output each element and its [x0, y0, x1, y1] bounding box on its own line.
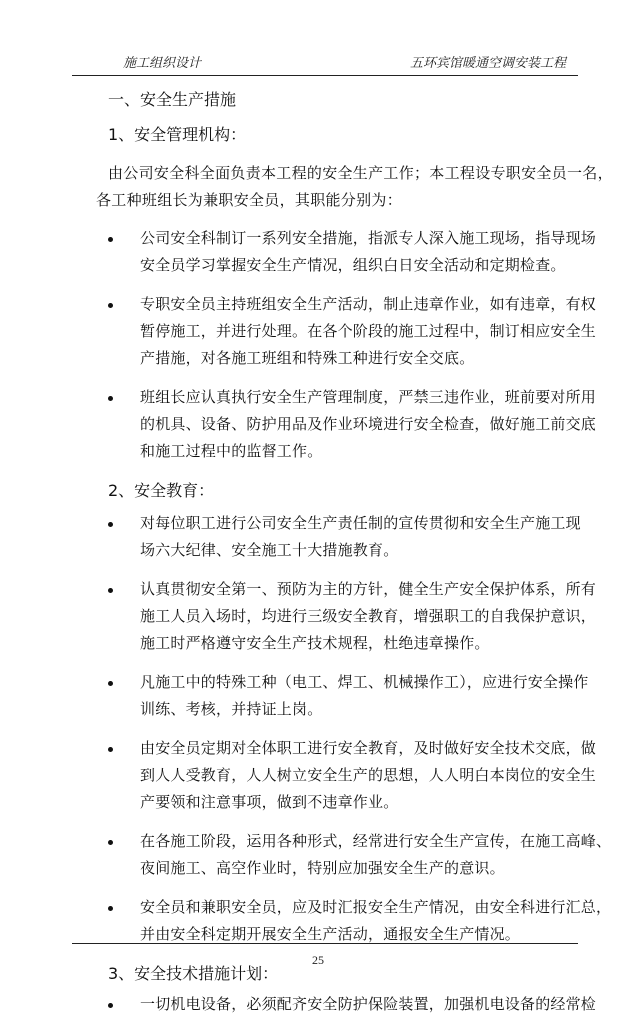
management-list-item: [96, 384, 597, 465]
list-item-line: 施工人员入场时，均进行三级安全教育，增强职工的自我保护意识，: [140, 607, 597, 625]
education-list-item: [96, 828, 612, 882]
footer-divider: [72, 943, 578, 944]
education-list-item: [96, 894, 612, 948]
intro-line: 由公司安全科全面负责本工程的安全生产工作；本工程设专职安全员一名，: [108, 164, 613, 182]
bullet-icon: [108, 237, 113, 242]
list-item-line: 场六大纪律、安全施工十大措施教育。: [140, 541, 399, 559]
education-list-item: [96, 576, 597, 657]
subsection-title-management: 1、安全管理机构：: [108, 125, 247, 144]
header-divider: [72, 75, 578, 76]
list-item-line: 产措施，对各施工班组和特殊工种进行安全交底。: [140, 349, 475, 367]
header-document-type: 施工组织设计: [123, 56, 202, 71]
management-list-item: [96, 291, 597, 372]
list-item-line: 到人人受教育，人人树立安全生产的思想，人人明白本岗位的安全生: [140, 766, 597, 784]
technical-list-item: [96, 991, 597, 1018]
list-item-line: 在各施工阶段，运用各种形式，经常进行安全生产宣传，在施工高峰、: [140, 832, 612, 850]
list-item-line: 训练、考核，并持证上岗。: [140, 700, 323, 718]
education-list-item: [96, 669, 588, 723]
list-item-line: 暂停施工，并进行处理。在各个阶段的施工过程中，制订相应安全生: [140, 322, 597, 340]
page-number: 25: [312, 953, 324, 967]
bullet-icon: [108, 906, 113, 911]
management-list-item: [96, 225, 597, 279]
bullet-icon: [108, 1003, 113, 1008]
bullet-icon: [108, 747, 113, 752]
header-project-name: 五环宾馆暖通空调安装工程: [409, 56, 566, 71]
subsection-title-technical: 3、安全技术措施计划：: [108, 964, 279, 983]
list-item-line: 班组长应认真执行安全生产管理制度，严禁三违作业，班前要对所用: [140, 388, 597, 406]
bullet-icon: [108, 303, 113, 308]
list-item-line: 认真贯彻安全第一、预防为主的方针，健全生产安全保护体系，所有: [140, 580, 597, 598]
list-item-line: 对每位职工进行公司安全生产责任制的宣传贯彻和安全生产施工现: [140, 514, 581, 532]
list-item-line: 夜间施工、高空作业时，特别应加强安全生产的意识。: [140, 859, 505, 877]
bullet-icon: [108, 522, 113, 527]
list-item-line: 一切机电设备，必须配齐安全防护保险装置，加强机电设备的经常检: [140, 995, 597, 1013]
section-title: 一、安全生产措施: [108, 90, 237, 109]
list-item-line: 并由安全科定期开展安全生产活动，通报安全生产情况。: [140, 925, 521, 943]
subsection-title-education: 2、安全教育：: [108, 481, 215, 500]
list-item-line: 凡施工中的特殊工种（电工、焊工、机械操作工），应进行安全操作: [140, 673, 589, 691]
list-item-line: 由安全员定期对全体职工进行安全教育，及时做好安全技术交底，做: [140, 739, 597, 757]
list-item-line: 和施工过程中的监督工作。: [140, 442, 323, 460]
list-item-line: 专职安全员主持班组安全生产活动，制止违章作业，如有违章，有权: [140, 295, 597, 313]
page-body: [96, 86, 613, 1030]
list-item-line: 公司安全科制订一系列安全措施，指派专人深入施工现场，指导现场: [140, 229, 597, 247]
management-intro-paragraph: [96, 160, 613, 214]
list-item-line: 的机具、设备、防护用品及作业环境进行安全检查，做好施工前交底: [140, 415, 597, 433]
bullet-icon: [108, 681, 113, 686]
list-item-line: 安全员学习掌握安全生产情况，组织白日安全活动和定期检查。: [140, 256, 566, 274]
bullet-icon: [108, 396, 113, 401]
bullet-icon: [108, 588, 113, 593]
list-item-line: 施工时严格遵守安全生产技术规程，杜绝违章操作。: [140, 634, 490, 652]
intro-line: 各工种班组长为兼职安全员，其职能分别为：: [96, 191, 403, 209]
education-list-item: [96, 735, 597, 816]
list-item-line: 安全员和兼职安全员，应及时汇报安全生产情况，由安全科进行汇总，: [140, 898, 612, 916]
bullet-icon: [108, 840, 113, 845]
education-list-item: [96, 510, 588, 564]
list-item-line: 产要领和注意事项，做到不违章作业。: [140, 793, 399, 811]
